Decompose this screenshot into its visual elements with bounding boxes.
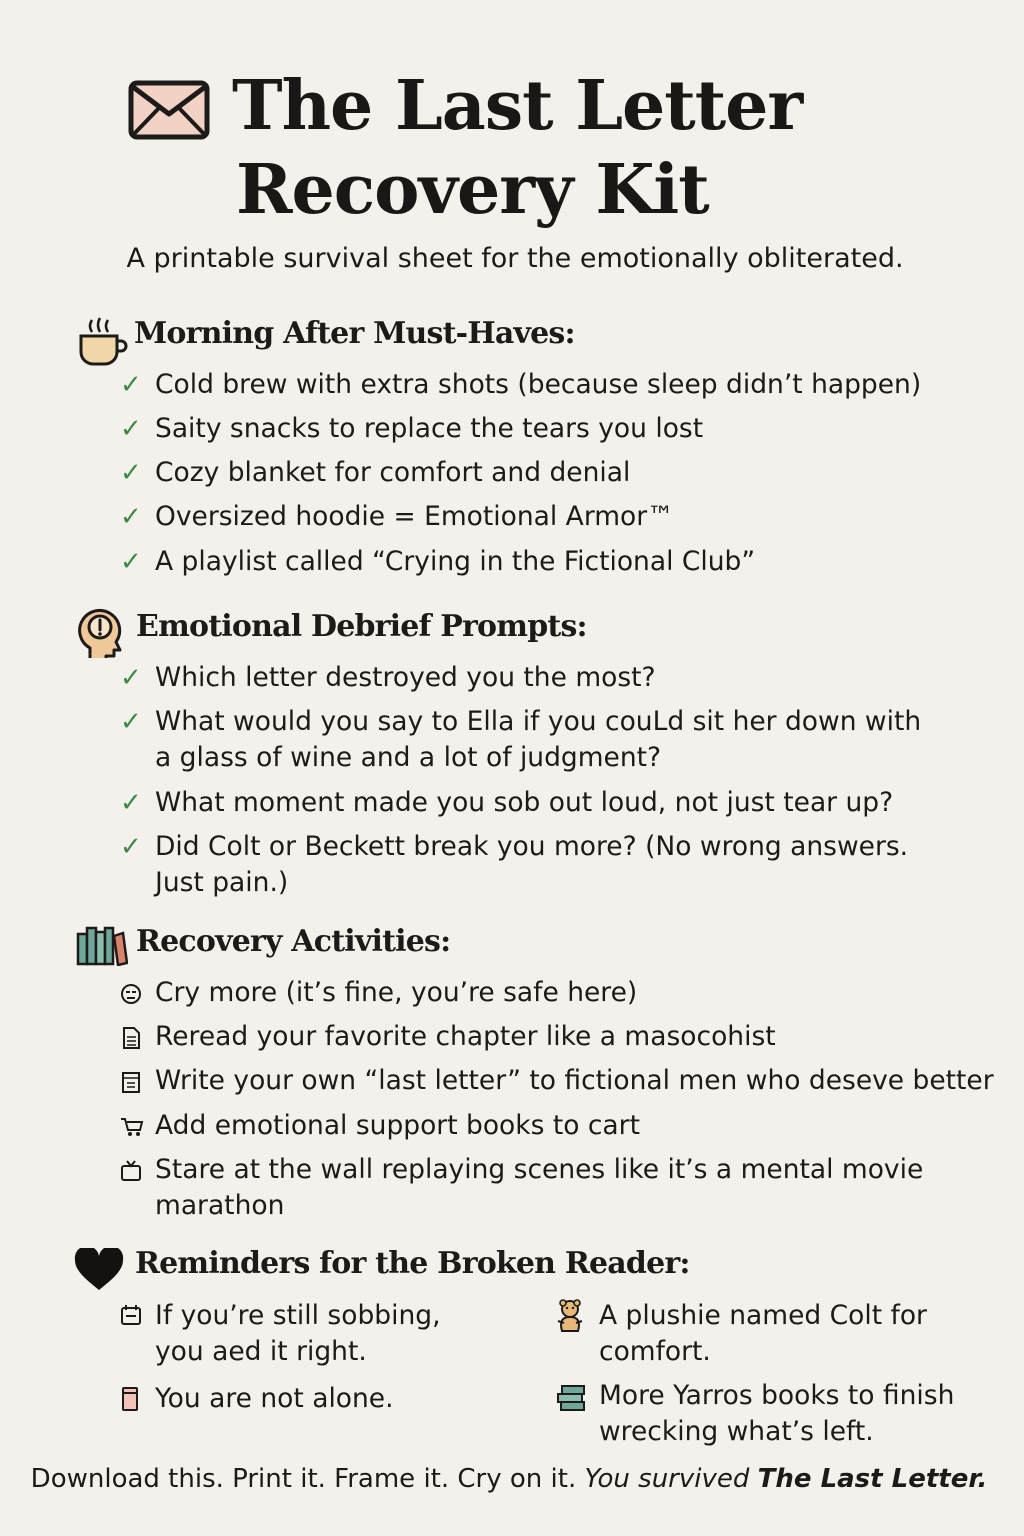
heart-icon — [74, 1248, 124, 1292]
list-item — [120, 829, 909, 898]
list-item-text: Cozy blanket for comfort and denial — [155, 457, 631, 488]
reminder-text-continued: comfort. — [599, 1336, 711, 1367]
reminder-text: A plushie named Colt for — [599, 1300, 927, 1331]
cart-icon — [120, 1115, 155, 1139]
page-title-line-1: The Last Letter — [232, 66, 803, 146]
footer-lead: Download this. Print it. Frame it. Cry on it. — [30, 1464, 585, 1494]
list-item-text: Which letter destroyed you the most? — [155, 662, 656, 693]
list-item-text-continued: marathon — [155, 1190, 285, 1221]
list-item-text: Cry more (it’s fine, you’re safe here) — [155, 977, 638, 1008]
section-heading-morning: Morning After Must-Haves: — [134, 316, 575, 351]
coffee-cup-icon — [78, 316, 128, 368]
list-item — [120, 1152, 924, 1221]
reminder-text: If you’re still sobbing, — [155, 1300, 441, 1331]
list-item — [120, 544, 755, 580]
books-icon — [76, 926, 128, 966]
list-item — [120, 455, 630, 491]
head-thought-icon — [74, 604, 128, 660]
list-item — [120, 704, 922, 773]
tv-icon — [120, 1159, 155, 1183]
reminder-text-continued: you aed it right. — [155, 1336, 367, 1367]
calendar-icon — [120, 1304, 144, 1328]
list-item-text: What moment made you sob out loud, not just tear up? — [155, 787, 894, 818]
section-heading-reminders: Reminders for the Broken Reader: — [135, 1246, 690, 1281]
section-heading-activities: Recovery Activities: — [136, 924, 451, 959]
checkmark-icon: ✓ — [120, 458, 142, 488]
notebook-icon — [120, 1070, 155, 1094]
list-item — [120, 1063, 994, 1099]
checkmark-icon: ✓ — [120, 707, 142, 737]
checkmark-icon: ✓ — [120, 502, 142, 532]
checkmark-icon: ✓ — [120, 547, 142, 577]
book-stack-icon — [555, 1383, 587, 1413]
list-item — [120, 367, 921, 403]
list-item-text: Stare at the wall replaying scenes like it’s a mental movie — [155, 1154, 924, 1185]
checkmark-icon: ✓ — [120, 370, 142, 400]
list-item-text: What would you say to Ella if you couLd sit her down with — [155, 706, 922, 737]
footer-tagline — [0, 1464, 1018, 1494]
crying-face-icon — [120, 983, 155, 1005]
reminder-text-continued: wrecking what’s left. — [599, 1416, 874, 1447]
section-heading-debrief: Emotional Debrief Prompts: — [136, 609, 587, 644]
footer-italic: You survived — [584, 1464, 758, 1494]
list-item-text: Did Colt or Beckett break you more? (No wrong answers. — [155, 831, 909, 862]
list-item-text: Reread your favorite chapter like a masocohist — [155, 1021, 776, 1052]
list-item-text: Write your own “last letter” to fictional men who deseve better — [155, 1065, 994, 1096]
page-subtitle: A printable survival sheet for the emotionally obliterated. — [126, 243, 904, 274]
list-item-text: Saity snacks to replace the tears you lost — [155, 413, 704, 444]
list-item-text: Add emotional support books to cart — [155, 1110, 640, 1141]
footer-book-title: The Last Letter. — [757, 1464, 988, 1494]
page-title-line-2: Recovery Kit — [236, 150, 709, 230]
document-icon — [120, 1026, 155, 1050]
list-item — [120, 660, 656, 696]
list-item — [120, 411, 703, 447]
reminder-text: You are not alone. — [155, 1383, 394, 1414]
list-item-text: Oversized hoodie = Emotional Armor™ — [155, 501, 674, 532]
list-item-text: A playlist called “Crying in the Fictional Club” — [155, 546, 756, 577]
envelope-icon — [128, 80, 210, 140]
checkmark-icon: ✓ — [120, 663, 142, 693]
list-item-text-continued: Just pain.) — [155, 867, 289, 898]
list-item-text: Cold brew with extra shots (because sleep didn’t happen) — [155, 369, 922, 400]
checkmark-icon: ✓ — [120, 414, 142, 444]
reminder-text: More Yarros books to finish — [599, 1380, 955, 1411]
list-item — [120, 785, 893, 821]
list-item — [120, 1019, 776, 1055]
plushie-icon — [555, 1299, 587, 1335]
checkmark-icon: ✓ — [120, 788, 142, 818]
list-item — [120, 975, 637, 1011]
checkmark-icon: ✓ — [120, 832, 142, 862]
list-item-text-continued: a glass of wine and a lot of judgment? — [155, 742, 662, 773]
list-item — [120, 1108, 640, 1144]
jar-icon — [120, 1386, 144, 1412]
list-item — [120, 499, 674, 535]
